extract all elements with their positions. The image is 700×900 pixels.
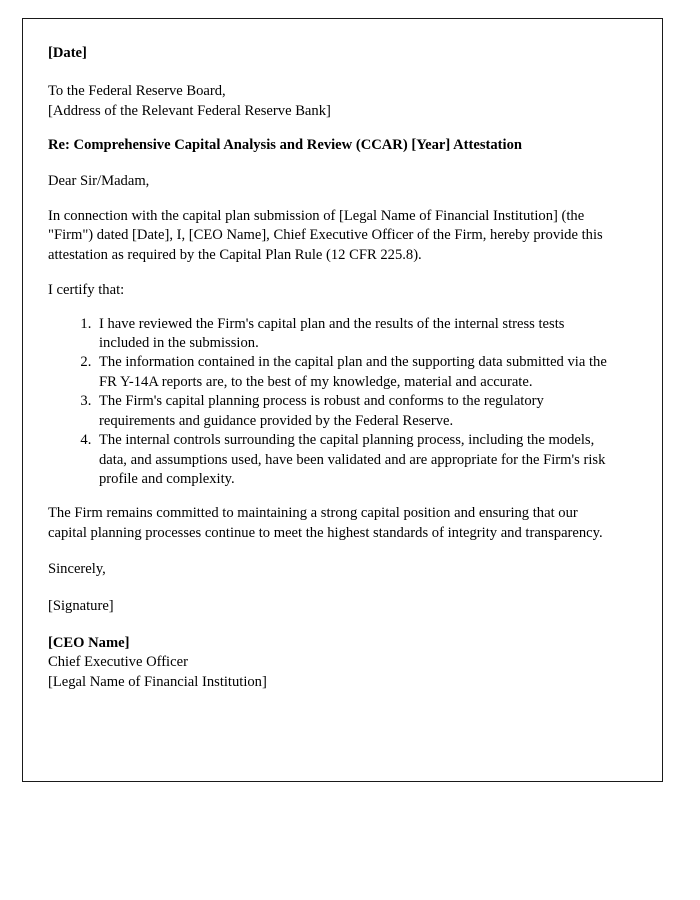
sincerely-line: Sincerely, — [48, 561, 106, 578]
date-placeholder: [Date] — [48, 45, 87, 61]
recipient-line-1: To the Federal Reserve Board, — [48, 83, 226, 100]
list-item: 4. The internal controls surrounding the capital planning process, including the models, data, and assumptions used, have been validated and are appropriate for the Firm's risk profile and complexity. — [95, 431, 610, 489]
signature-placeholder: [Signature] — [48, 597, 114, 614]
signer-name: [CEO Name] — [48, 634, 130, 651]
closing-paragraph: The Firm remains committed to maintaining a strong capital position and ensuring that our capital planning processes continue to meet the highest standards of integrity and transparency. — [48, 505, 603, 541]
recipient-line-2: [Address of the Relevant Federal Reserve Bank] — [48, 102, 331, 119]
list-item: 1. I have reviewed the Firm's capital plan and the results of the internal stress tests included in the submission. — [95, 315, 610, 354]
signer-organization: [Legal Name of Financial Institution] — [48, 673, 267, 690]
list-item: 3. The Firm's capital planning process is robust and conforms to the regulatory requirements and guidance provided by the Federal Reserve. — [95, 392, 610, 431]
letter-body — [48, 44, 610, 692]
intro-paragraph: In connection with the capital plan submission of [Legal Name of Financial Institution] (the "Firm") dated [Date], I, [CEO Name], Chief Executive Officer of the Firm, hereby provide this attestation as required by the Capital Plan Rule (12 CFR 225.8). — [48, 208, 603, 263]
list-item: 2. The information contained in the capital plan and the supporting data submitted via the FR Y-14A reports are, to the best of my knowledge, material and accurate. — [95, 353, 610, 392]
salutation: Dear Sir/Madam, — [48, 172, 150, 189]
subject-line: Re: Comprehensive Capital Analysis and Review (CCAR) [Year] Attestation — [48, 137, 522, 154]
document-page — [22, 18, 663, 782]
certify-lead: I certify that: — [48, 282, 125, 299]
certification-list — [48, 315, 610, 490]
signature-block — [48, 634, 610, 692]
recipient-address — [48, 82, 610, 121]
signer-title: Chief Executive Officer — [48, 654, 188, 671]
